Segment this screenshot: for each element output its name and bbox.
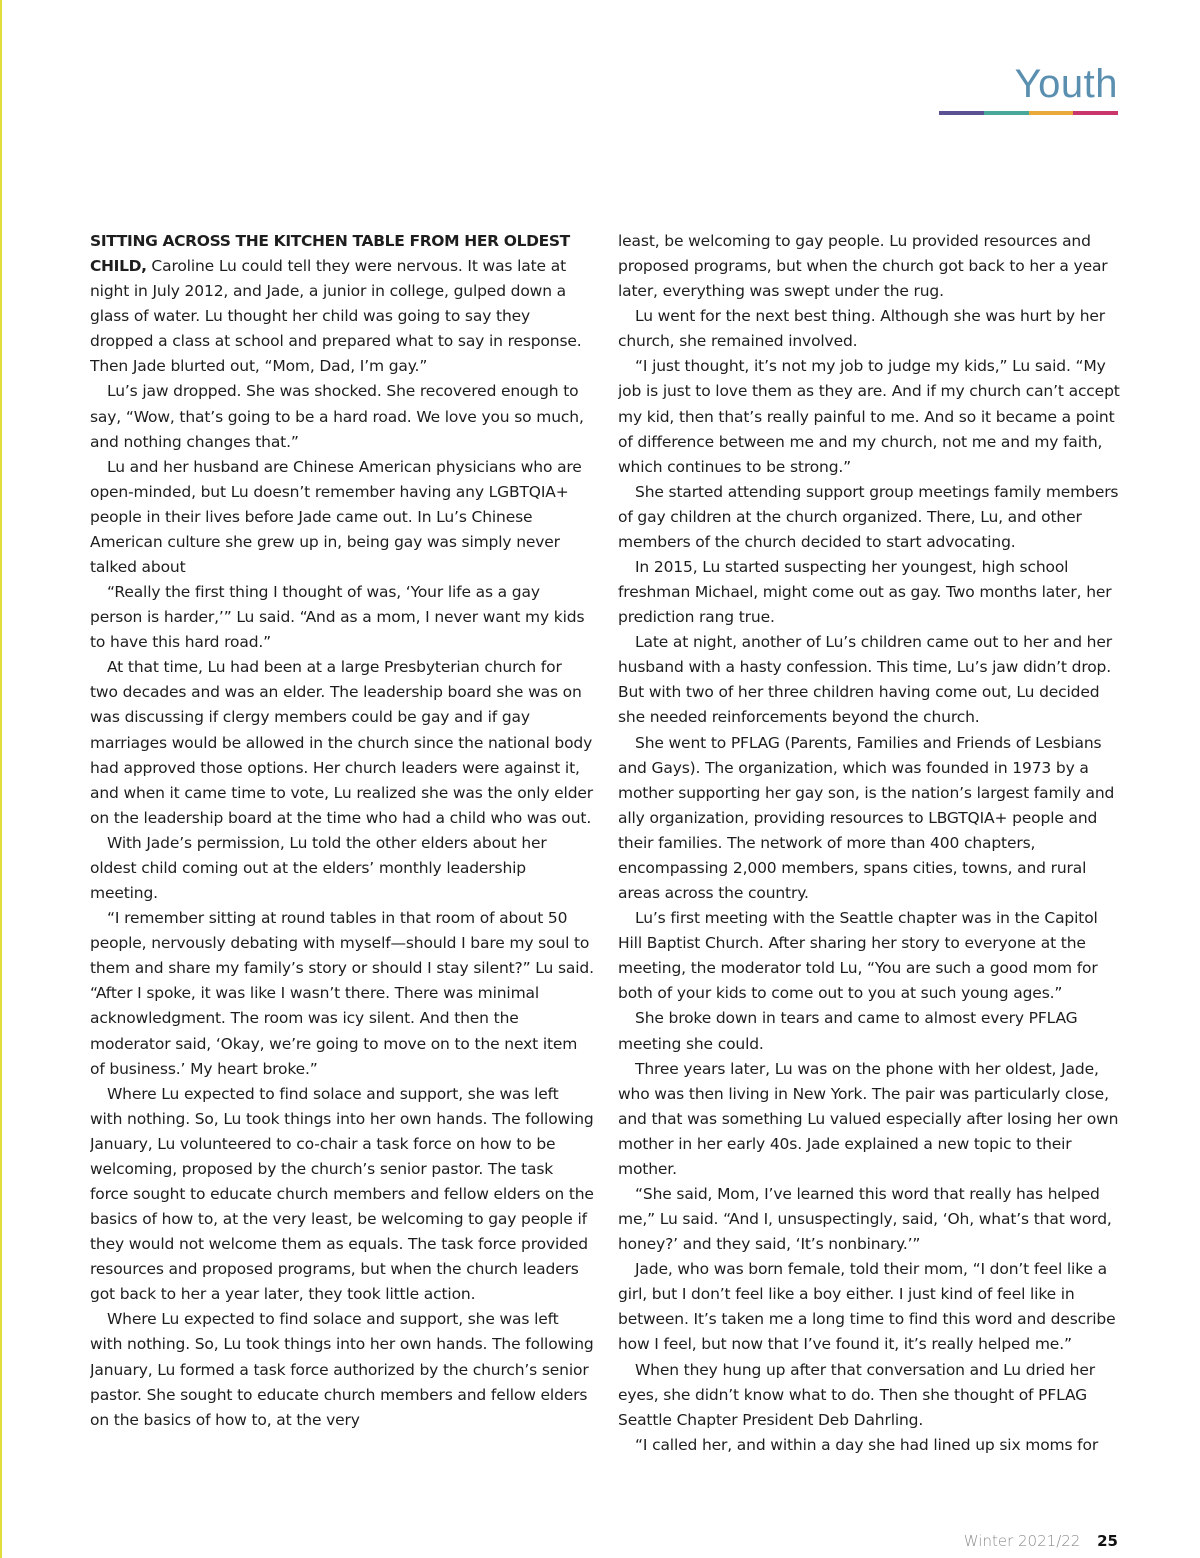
- article-paragraph: She went to PFLAG (Parents, Families and Friends of Lesbians and Gays). The organization, which was founded in 1973 by a mother supporting her gay son, is the nation’s largest family and ally organization, providing resources to LBGTQIA+ people and their families. The network of more than 400 chapters, encompassing 2,000 members, spans cities, towns, and rural areas across the country.: [618, 733, 1115, 903]
- color-bar-segment: [1029, 111, 1074, 115]
- issue-label: Winter 2021/22: [963, 1532, 1081, 1550]
- article-paragraph: Where Lu expected to find solace and support, she was left with nothing. So, Lu took things into her own hands. The following January, Lu volunteered to co-chair a task force on how to be welcoming, proposed by the church’s senior pastor. The task force sought to educate church members and fellow elders on the basics of how to, at the very least, be welcoming to gay people if they would not welcome them as equals. The task force provided resources and proposed programs, but when the church leaders got back to her a year later, they took little action.: [90, 1084, 594, 1304]
- article-paragraph: Three years later, Lu was on the phone with her oldest, Jade, who was then living in New York. The pair was particularly close, and that was something Lu valued especially after losing her own mother in her early 40s. Jade explained a new topic to their mother.: [618, 1059, 1119, 1178]
- article-paragraph: She started attending support group meetings family members of gay children at the church organized. There, Lu, and other members of the church decided to start advocating.: [618, 482, 1119, 551]
- article-paragraph: “I remember sitting at round tables in that room of about 50 people, nervously debating with myself—should I bare my soul to them and share my family’s story or should I stay silent?” Lu said. “After I spoke, it was like I wasn’t there. There was minimal acknowledgment. The room was icy silent. And then the moderator said, ‘Okay, we’re going to move on to the next item of business.’ My heart broke.”: [90, 909, 594, 1078]
- section-title: Youth: [1014, 62, 1118, 106]
- color-bar-segment: [939, 111, 984, 115]
- article-paragraph: [90, 229, 594, 379]
- article-paragraph: With Jade’s permission, Lu told the other elders about her oldest child coming out at the elders’ monthly leadership meeting.: [90, 833, 547, 903]
- article-paragraph: When they hung up after that conversation and Lu dried her eyes, she didn’t know what to do. Then she thought of PFLAG Seattle Chapter President Deb Dahrling.: [618, 1360, 1095, 1429]
- lead-in: SITTING ACROSS THE KITCHEN TABLE FROM HER OLDEST CHILD,: [90, 232, 570, 276]
- left-edge-rule: [0, 0, 2, 1558]
- article-paragraph: “She said, Mom, I’ve learned this word that really has helped me,” Lu said. “And I, unsuspectingly, said, ‘Oh, what’s that word, honey?’ and they said, ‘It’s nonbinary.’”: [618, 1184, 1112, 1254]
- article-paragraph: least, be welcoming to gay people. Lu provided resources and proposed programs, but when the church got back to her a year later, everything was swept under the rug.: [618, 232, 1108, 301]
- article-paragraph: At that time, Lu had been at a large Presbyterian church for two decades and was an elder. The leadership board she was on was discussing if clergy members could be gay and if gay marriages would be allowed in the church since the national body had approved those options. Her church leaders were against it, and when it came time to vote, Lu realized she was the only elder on the leadership board at the time who had a child who was out.: [90, 658, 594, 827]
- article-paragraph: She broke down in tears and came to almost every PFLAG meeting she could.: [618, 1009, 1078, 1053]
- article-paragraph: In 2015, Lu started suspecting her youngest, high school freshman Michael, might come out as gay. Two months later, her prediction rang true.: [618, 558, 1112, 627]
- article-paragraph: Lu and her husband are Chinese American physicians who are open-minded, but Lu doesn’t remember having any LGBTQIA+ people in their lives before Jade came out. In Lu’s Chinese American culture she grew up in, being gay was simply never talked about: [90, 457, 582, 577]
- article-paragraph: “I called her, and within a day she had lined up six moms for: [635, 1435, 1099, 1454]
- article-paragraph: Late at night, another of Lu’s children came out to her and her husband with a hasty confession. This time, Lu’s jaw didn’t drop. But with two of her three children having come out, Lu decided she needed reinforcements beyond the church.: [618, 633, 1112, 727]
- article-paragraph: Lu went for the next best thing. Although she was hurt by her church, she remained involved.: [618, 307, 1105, 351]
- paragraph-text: Caroline Lu could tell they were nervous. It was late at night in July 2012, and Jade, a junior in college, gulped down a glass of water. Lu thought her child was going to say they dropped a class at school and prepared what to say in response. Then Jade blurted out, “Mom, Dad, I’m gay.”: [90, 257, 582, 376]
- article-paragraph: Jade, who was born female, told their mom, “I don’t feel like a girl, but I don’t feel like a boy either. I just kind of feel like in between. It’s taken me a long time to find this word and describe how I feel, but now that I’ve found it, it’s really helped me.”: [618, 1260, 1116, 1354]
- color-bar-segment: [984, 111, 1029, 115]
- section-color-bar: [939, 111, 1118, 115]
- article-paragraph: Lu’s jaw dropped. She was shocked. She recovered enough to say, “Wow, that’s going to be a hard road. We love you so much, and nothing changes that.”: [90, 382, 584, 451]
- page-footer: [964, 1532, 1118, 1550]
- article-paragraph: Lu’s first meeting with the Seattle chapter was in the Capitol Hill Baptist Church. After sharing her story to everyone at the meeting, the moderator told Lu, “You are such a good mom for both of your kids to come out to you at such young ages.”: [618, 909, 1098, 1003]
- color-bar-segment: [1073, 111, 1118, 115]
- article-column-left: [90, 229, 594, 1489]
- article-column-right: [618, 229, 1122, 1489]
- article-paragraph: “I just thought, it’s not my job to judge my kids,” Lu said. “My job is just to love them as they are. And if my church can’t accept my kid, then that’s really painful to me. And so it became a point of difference between me and my church, not me and my faith, which continues to be strong.”: [618, 357, 1120, 476]
- article-paragraph: “Really the first thing I thought of was, ‘Your life as a gay person is harder,’” Lu said. “And as a mom, I never want my kids to have this hard road.”: [90, 583, 585, 652]
- page-number: 25: [1097, 1532, 1118, 1550]
- article-paragraph: Where Lu expected to find solace and support, she was left with nothing. So, Lu took things into her own hands. The following January, Lu formed a task force authorized by the church’s senior pastor. She sought to educate church members and fellow elders on the basics of how to, at the very: [90, 1310, 594, 1429]
